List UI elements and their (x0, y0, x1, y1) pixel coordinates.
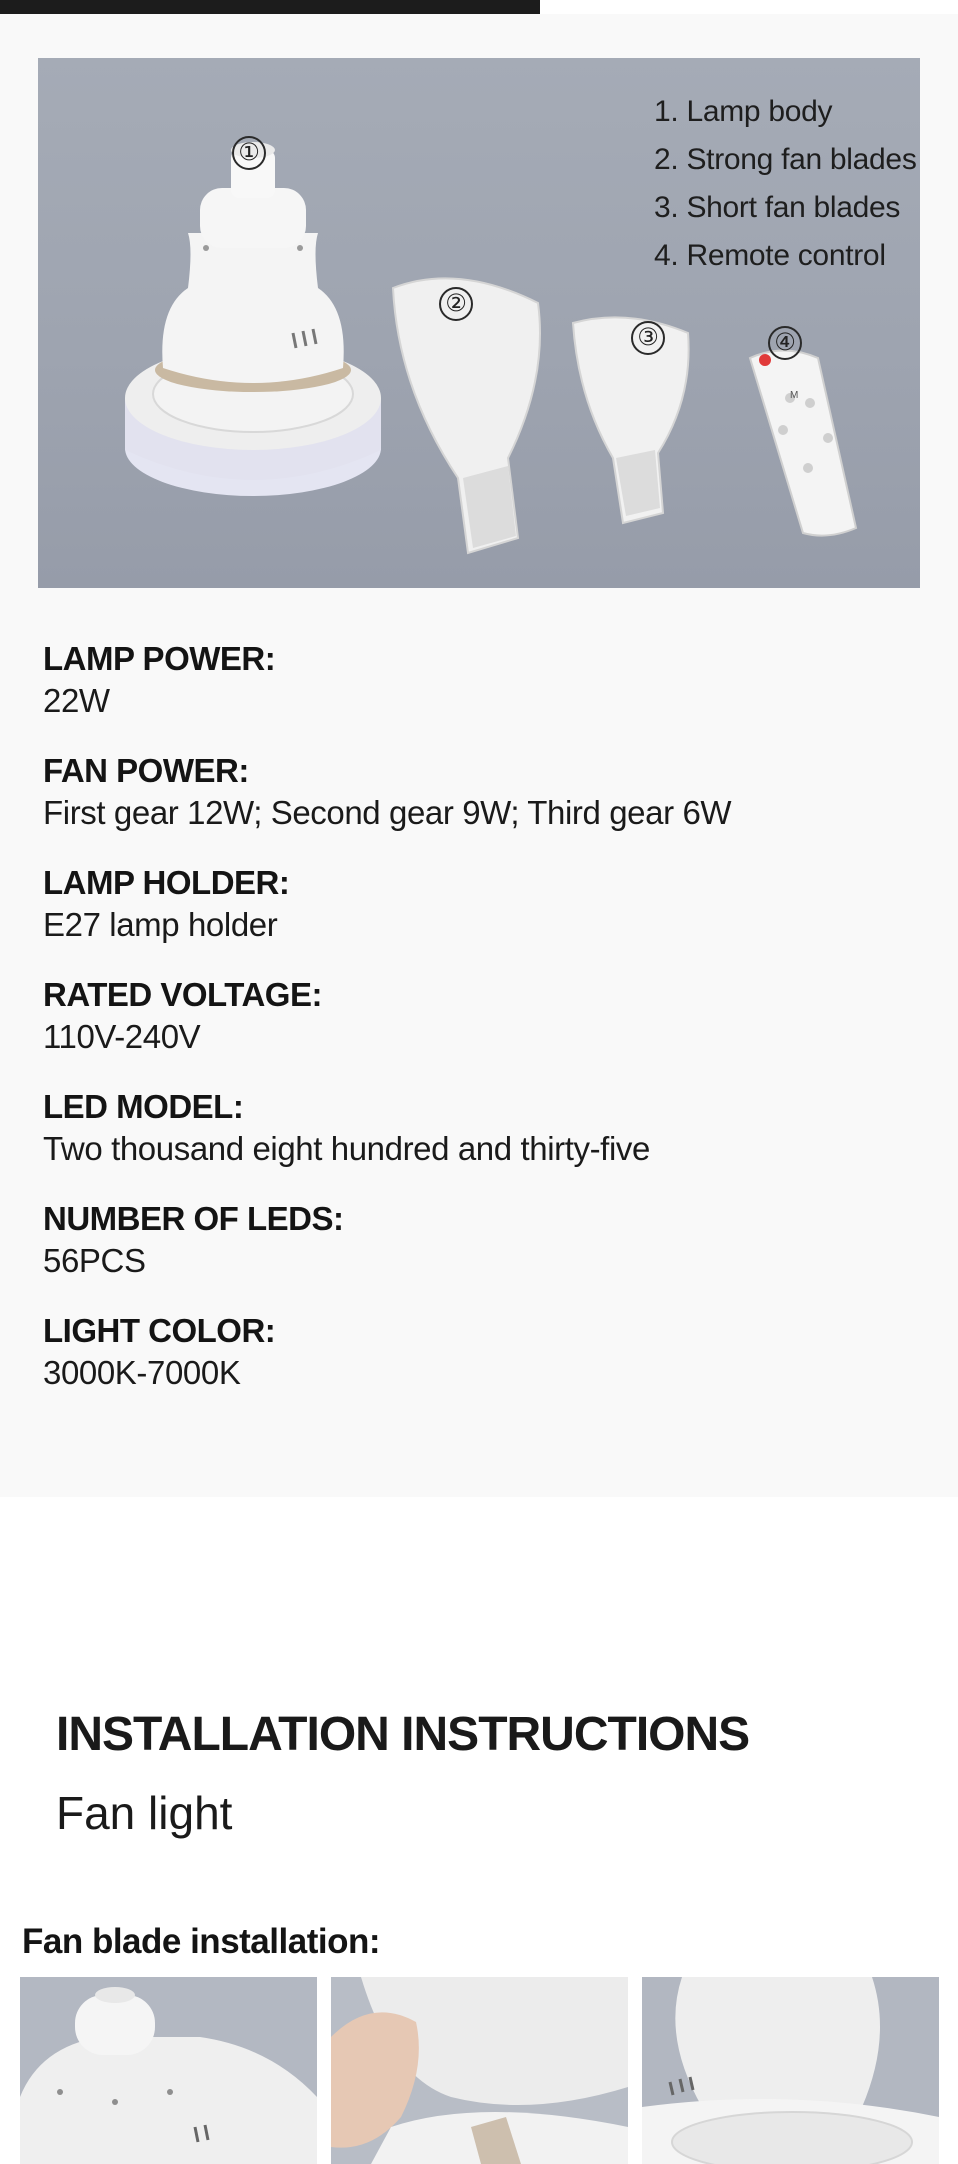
spec-led-model (43, 1086, 903, 1170)
install-step-image-1[interactable] (20, 1977, 317, 2164)
install-step-image-2[interactable] (331, 1977, 628, 2164)
marker-2: ② (439, 287, 473, 321)
lamp-body-illustration (125, 142, 381, 496)
spec-list (43, 638, 903, 1422)
spec-light-color (43, 1310, 903, 1394)
legend-item: 4. Remote control (654, 239, 886, 272)
spec-value: Two thousand eight hundred and thirty-five (43, 1130, 650, 1167)
step-2-illustration (331, 1977, 628, 2164)
spec-fan-power (43, 750, 903, 834)
spec-value: 22W (43, 682, 110, 719)
install-step-image-3[interactable] (642, 1977, 939, 2164)
spec-value: 110V-240V (43, 1018, 201, 1055)
spec-rated-voltage (43, 974, 903, 1058)
marker-1: ① (232, 136, 266, 170)
remote-m-label: M (790, 390, 799, 401)
installation-subheading: Fan light (56, 1787, 233, 1839)
remote-illustration (750, 351, 856, 536)
strong-blade-illustration (393, 278, 540, 553)
spec-value: E27 lamp holder (43, 906, 278, 943)
spec-label: RATED VOLTAGE: (43, 976, 322, 1013)
spec-label: LIGHT COLOR: (43, 1312, 276, 1349)
spec-number-of-leds (43, 1198, 903, 1282)
top-header-bar (0, 0, 540, 14)
spec-lamp-power (43, 638, 903, 722)
fan-blade-installation-title: Fan blade installation: (22, 1922, 380, 1961)
installation-heading: INSTALLATION INSTRUCTIONS (56, 1708, 750, 1761)
spec-label: NUMBER OF LEDS: (43, 1200, 344, 1237)
marker-3: ③ (631, 321, 665, 355)
spec-value: 3000K-7000K (43, 1354, 241, 1391)
step-1-illustration (20, 1977, 317, 2164)
legend-item: 2. Strong fan blades (654, 143, 917, 176)
spec-value: 56PCS (43, 1242, 146, 1279)
product-photo (38, 58, 920, 588)
spec-label: LAMP HOLDER: (43, 864, 290, 901)
photo-legend (654, 88, 917, 280)
spec-label: LED MODEL: (43, 1088, 244, 1125)
spec-label: LAMP POWER: (43, 640, 276, 677)
spec-value: First gear 12W; Second gear 9W; Third gear 6W (43, 794, 732, 831)
marker-4: ④ (768, 326, 802, 360)
legend-item: 1. Lamp body (654, 95, 833, 128)
spec-label: FAN POWER: (43, 752, 249, 789)
spec-lamp-holder (43, 862, 903, 946)
short-blade-illustration (573, 317, 689, 523)
legend-item: 3. Short fan blades (654, 191, 901, 224)
step-3-illustration (642, 1977, 939, 2164)
